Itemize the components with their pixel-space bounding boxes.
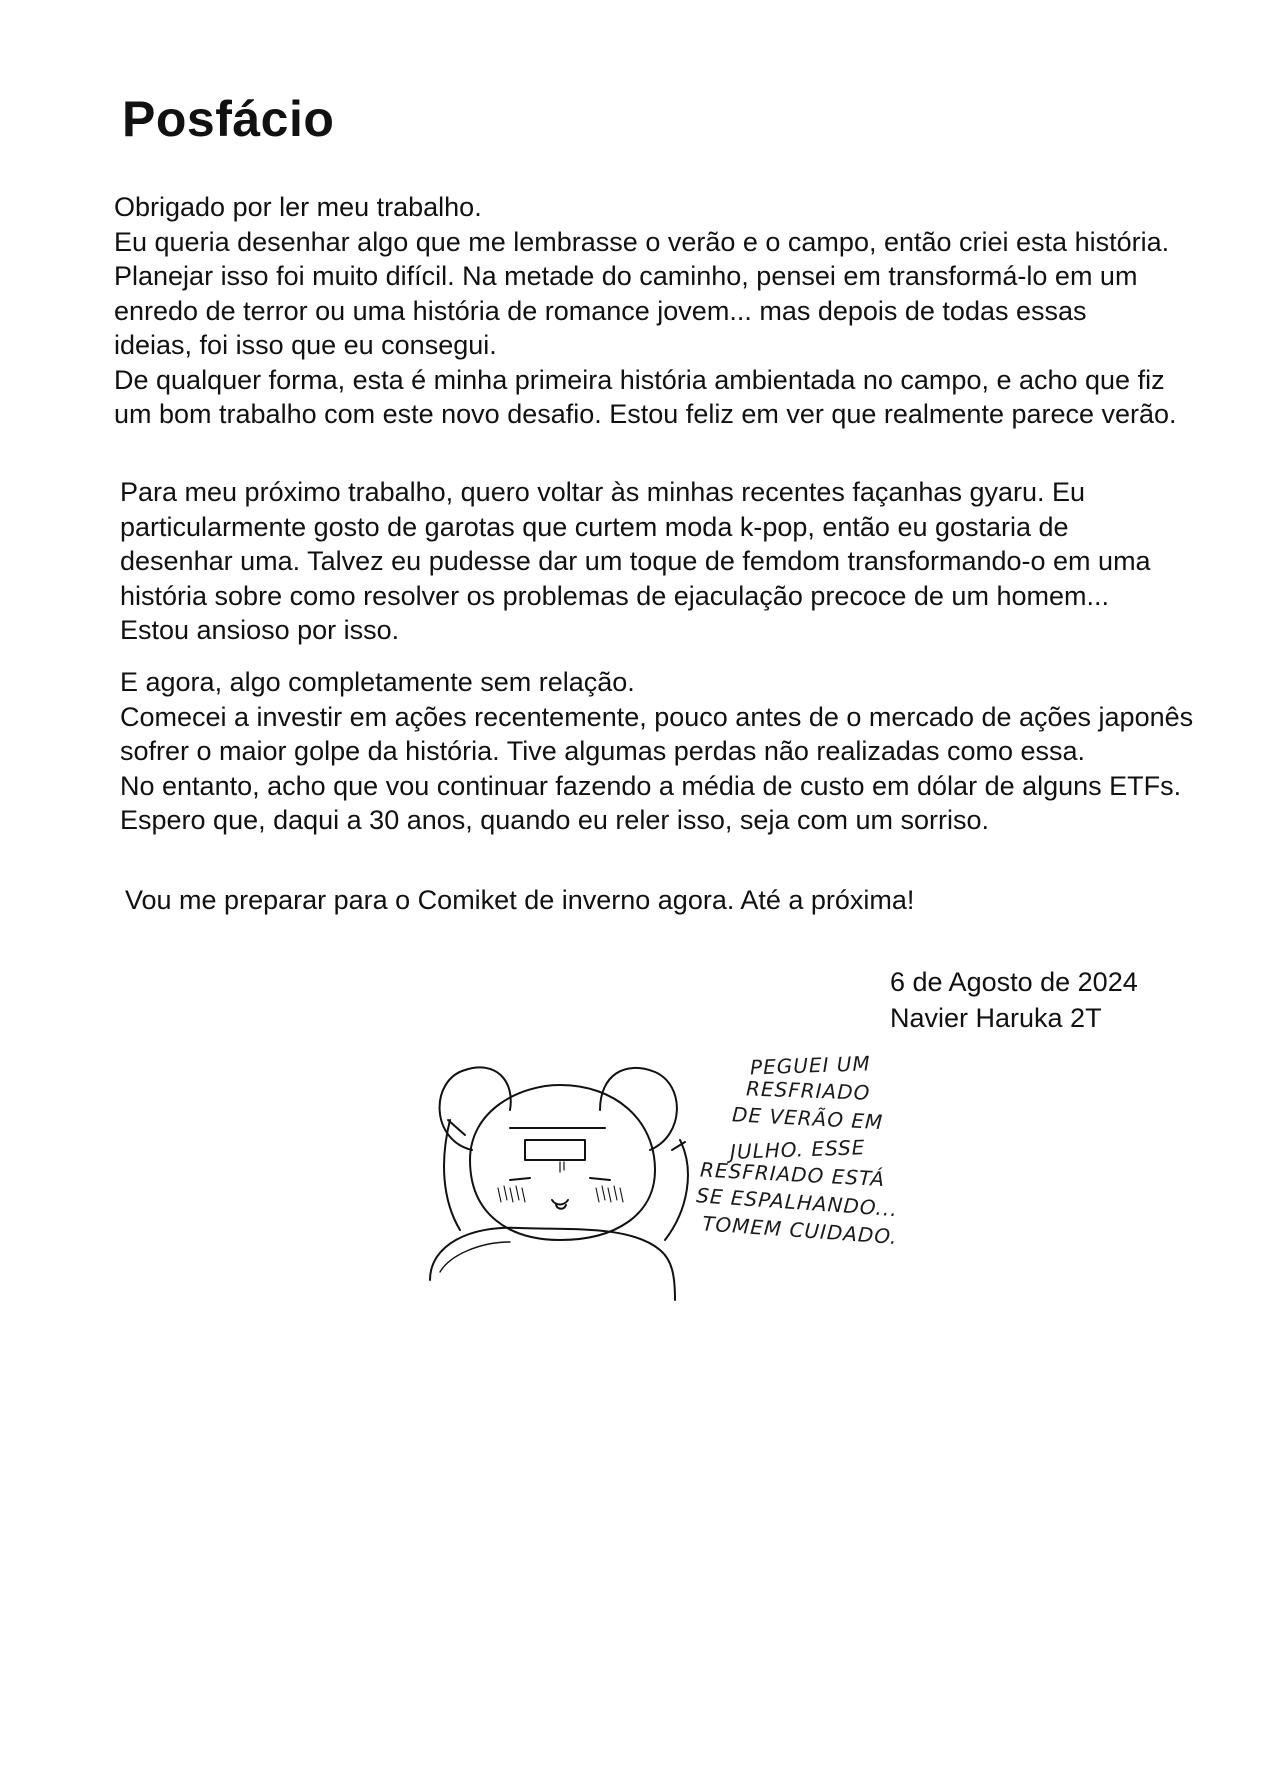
note-line: RESFRIADO — [745, 1076, 871, 1105]
text-line: No entanto, acho que vou continuar fazendo a média de custo em dólar de alguns ETFs. — [120, 770, 1182, 801]
note-line: PEGUEI UM — [749, 1051, 872, 1080]
text-line: história sobre como resolver os problemas de ejaculação precoce de um homem... — [120, 580, 1109, 611]
text-line: Espero que, daqui a 30 anos, quando eu reler isso, seja com um sorriso. — [120, 805, 989, 835]
text-line: particularmente gosto de garotas que curtem moda k-pop, então eu gostaria de — [120, 511, 1069, 542]
text-line: desenhar uma. Talvez eu pudesse dar um toque de femdom transformando-o em uma — [120, 546, 1151, 576]
signature-block — [890, 964, 1138, 1036]
text-line: sofrer o maior golpe da história. Tive algumas perdas não realizadas como essa. — [120, 736, 1085, 766]
text-line: Para meu próximo trabalho, quero voltar às minhas recentes façanhas gyaru. Eu — [120, 477, 1086, 507]
text-line: De qualquer forma, esta é minha primeira história ambientada no campo, e acho que fiz — [114, 364, 1165, 395]
note-line: TOMEM CUIDADO. — [701, 1211, 899, 1249]
handwritten-note — [690, 1050, 950, 1249]
text-line: ideias, foi isso que eu consegui. — [114, 330, 497, 360]
text-line: enredo de terror ou uma história de romance jovem... mas depois de todas essas — [114, 295, 1087, 326]
sick-mouse-character-icon — [410, 1050, 700, 1310]
paragraph-next-work — [120, 475, 1151, 648]
text-line: Eu queria desenhar algo que me lembrasse o verão e o campo, então criei esta história. — [114, 226, 1170, 257]
paragraph-closing — [125, 883, 914, 918]
paragraph-investing — [120, 665, 1193, 838]
note-line: DE VERÃO EM — [731, 1102, 884, 1135]
text-line: um bom trabalho com este novo desafio. Estou feliz em ver que realmente parece verão. — [114, 399, 1177, 429]
text-line: Comecei a investir em ações recentemente, pouco antes de o mercado de ações japonês — [120, 701, 1194, 732]
text-line: E agora, algo completamente sem relação. — [120, 667, 635, 697]
signature-author: Navier Haruka 2T — [890, 1003, 1102, 1033]
paragraph-thanks — [114, 190, 1177, 432]
text-line: Estou ansioso por isso. — [120, 615, 400, 645]
signature-date: 6 de Agosto de 2024 — [890, 967, 1138, 997]
page-title: Posfácio — [122, 91, 335, 147]
note-line: SE ESPALHANDO... — [695, 1183, 899, 1222]
note-line: JULHO. ESSE — [729, 1135, 866, 1164]
note-line: RESFRIADO ESTÁ — [699, 1157, 886, 1192]
text-line: Vou me preparar para o Comiket de inverno agora. Até a próxima! — [125, 885, 915, 915]
text-line: Obrigado por ler meu trabalho. — [114, 192, 482, 222]
text-line: Planejar isso foi muito difícil. Na metade do caminho, pensei em transformá-lo em um — [114, 261, 1138, 291]
